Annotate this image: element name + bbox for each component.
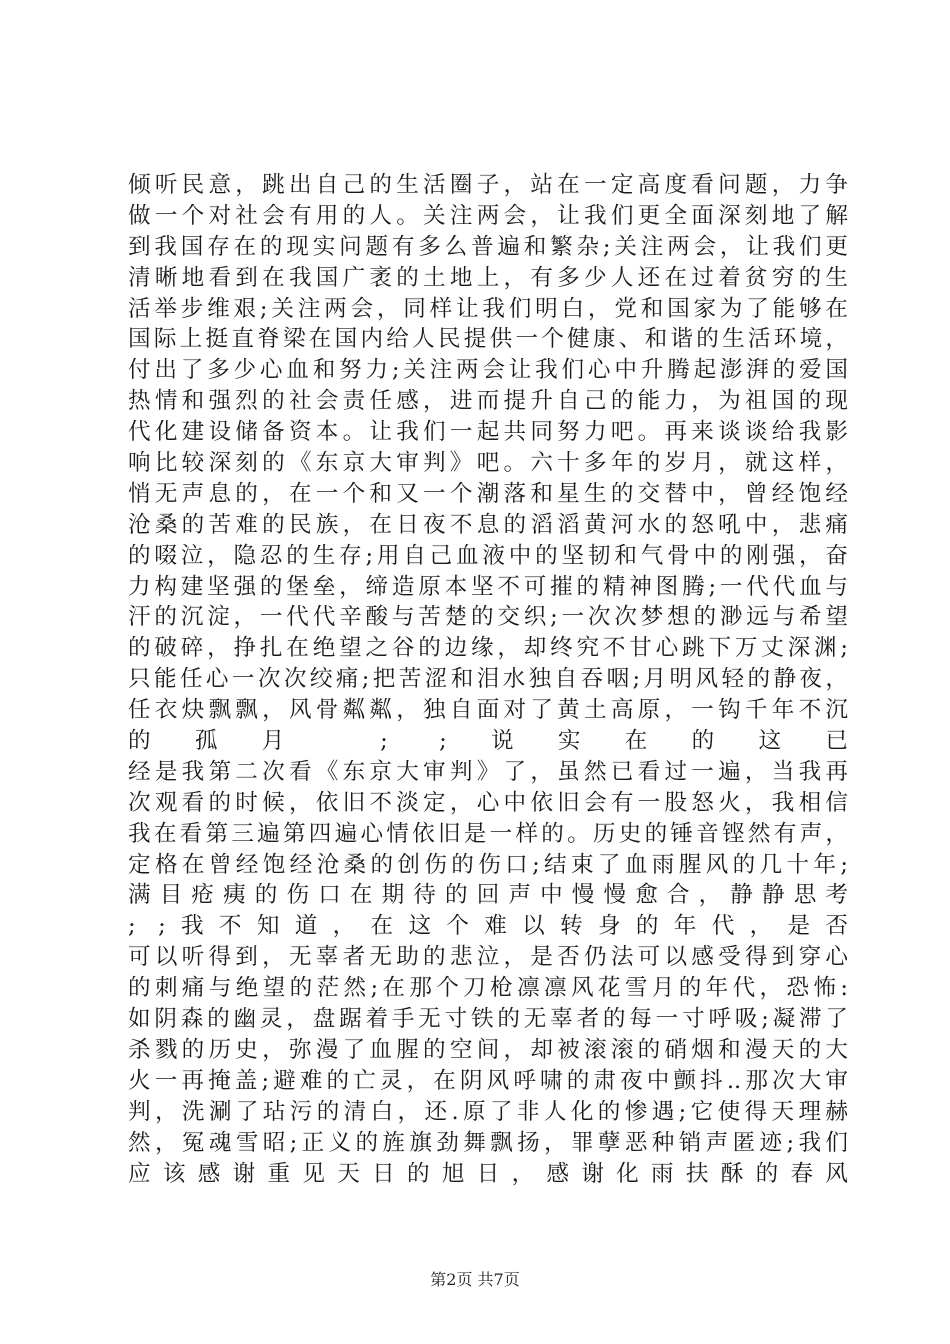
text-line: 付出了多少心血和努力;关注两会让我们心中升腾起澎湃的爱国 bbox=[128, 357, 848, 384]
text-line: 如阴森的幽灵，盘踞着手无寸铁的无辜者的每一寸呼吸;凝滞了 bbox=[128, 1006, 848, 1033]
text-line: ; ;我不知道，在这个难以转身的年代，是否 bbox=[128, 913, 848, 940]
text-line: 汗的沉淀，一代代辛酸与苦楚的交织;一次次梦想的渺远与希望 bbox=[128, 604, 848, 631]
text-line: 经是我第二次看《东京大审判》了，虽然已看过一遍，当我再 bbox=[128, 758, 848, 785]
text-line: 清晰地看到在我国广袤的土地上，有多少人还在过着贫穷的生 bbox=[128, 264, 848, 291]
text-line: 次观看的时候，依旧不淡定，心中依旧会有一股怒火，我相信 bbox=[128, 789, 848, 816]
page-number: 第2页 共7页 bbox=[430, 1270, 520, 1289]
text-line: 我在看第三遍第四遍心情依旧是一样的。历史的锤音铿然有声， bbox=[128, 820, 848, 847]
text-line: 可以听得到，无辜者无助的悲泣，是否仍法可以感受得到穿心 bbox=[128, 944, 848, 971]
text-line: 的刺痛与绝望的茫然;在那个刀枪凛凛风花雪月的年代，恐怖: bbox=[128, 975, 848, 1002]
text-line: 应该感谢重见天日的旭日，感谢化雨扶酥的春风 bbox=[128, 1160, 848, 1187]
text-line: 定格在曾经饱经沧桑的创伤的伤口;结束了血雨腥风的几十年; bbox=[128, 851, 848, 878]
text-line: 沧桑的苦难的民族，在日夜不息的滔滔黄河水的怒吼中，悲痛 bbox=[128, 511, 848, 538]
text-line: 任衣炔飘飘，风骨粼粼，独自面对了黄土高原，一钩千年不沉 bbox=[128, 697, 848, 724]
text-line: 倾听民意，跳出自己的生活圈子，站在一定高度看问题，力争 bbox=[128, 172, 848, 198]
text-line: 判，洗涮了玷污的清白，还.原了非人化的惨遇;它使得天理赫 bbox=[128, 1098, 848, 1125]
text-line: 悄无声息的，在一个和又一个潮落和星生的交替中，曾经饱经 bbox=[128, 480, 848, 507]
body-text bbox=[128, 170, 848, 1189]
text-line: 的啜泣，隐忍的生存;用自己血液中的坚韧和气骨中的刚强，奋 bbox=[128, 542, 848, 569]
text-line: 只能任心一次次绞痛;把苦涩和泪水独自吞咽;月明风轻的静夜， bbox=[128, 666, 848, 693]
text-line: 热情和强烈的社会责任感，进而提升自己的能力，为祖国的现 bbox=[128, 388, 848, 415]
text-line: 然，冤魂雪昭;正义的旌旗劲舞飘扬，罪孽恶种销声匿迹;我们 bbox=[128, 1129, 848, 1156]
text-line: 代化建设储备资本。让我们一起共同努力吧。再来谈谈给我影 bbox=[128, 419, 848, 446]
text-line: 做一个对社会有用的人。关注两会，让我们更全面深刻地了解 bbox=[128, 202, 848, 229]
text-line: 响比较深刻的《东京大审判》吧。六十多年的岁月，就这样， bbox=[128, 450, 848, 477]
text-line: 力构建坚强的堡垒，缔造原本坚不可摧的精神图腾;一代代血与 bbox=[128, 573, 848, 600]
text-line: 到我国存在的现实问题有多么普遍和繁杂;关注两会，让我们更 bbox=[128, 233, 848, 260]
text-line: 火一再掩盖;避难的亡灵，在阴风呼啸的肃夜中颤抖..那次大审 bbox=[128, 1067, 848, 1094]
text-line: 满目疮痍的伤口在期待的回声中慢慢愈合，静静思考 bbox=[128, 882, 848, 909]
text-line: 的破碎，挣扎在绝望之谷的边缘，却终究不甘心跳下万丈深渊; bbox=[128, 635, 848, 662]
text-line: 活举步维艰;关注两会，同样让我们明白，党和国家为了能够在 bbox=[128, 295, 848, 322]
text-line: 的孤月 ; ;说实在的这已 bbox=[128, 728, 848, 755]
text-line: 国际上挺直脊梁在国内给人民提供一个健康、和谐的生活环境， bbox=[128, 326, 848, 353]
text-line: 杀戮的历史，弥漫了血腥的空间，却被滚滚的硝烟和漫天的大 bbox=[128, 1036, 848, 1063]
